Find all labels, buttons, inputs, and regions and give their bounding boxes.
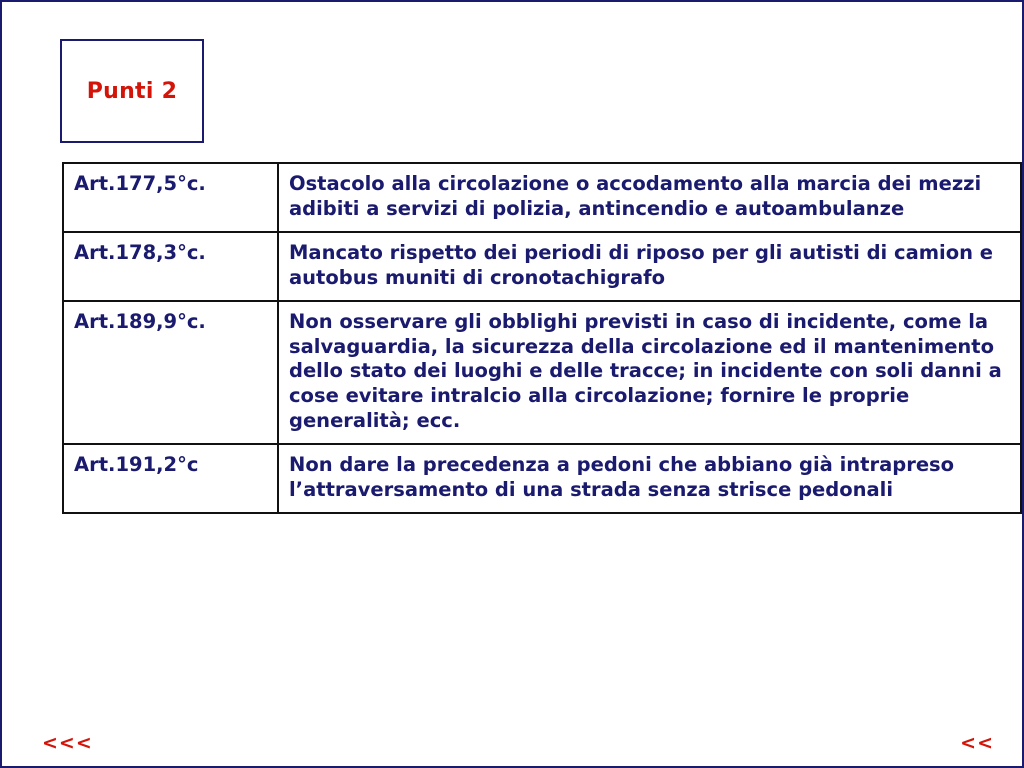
previous-slide-button[interactable]: <<< xyxy=(42,732,93,754)
description-cell: Non dare la precedenza a pedoni che abbiano già intrapreso l’attraversamento di una strada senza strisce pedonali xyxy=(278,444,1021,513)
article-cell: Art.178,3°c. xyxy=(63,232,278,301)
page-title: Punti 2 xyxy=(86,78,178,104)
table-row xyxy=(63,232,1021,301)
description-cell: Non osservare gli obblighi previsti in caso di incidente, come la salvaguardia, la sicurezza della circolazione ed il mantenimento dello stato dei luoghi e delle tracce; in incidente con soli danni a cose evitare intralcio alla circolazione; fornire le proprie generalità; ecc. xyxy=(278,301,1021,444)
article-cell: Art.191,2°c xyxy=(63,444,278,513)
description-cell: Ostacolo alla circolazione o accodamento alla marcia dei mezzi adibiti a servizi di polizia, antincendio e autoambulanze xyxy=(278,163,1021,232)
table-row xyxy=(63,444,1021,513)
article-cell: Art.177,5°c. xyxy=(63,163,278,232)
description-cell: Mancato rispetto dei periodi di riposo per gli autisti di camion e autobus muniti di cronotachigrafo xyxy=(278,232,1021,301)
title-box xyxy=(60,39,204,143)
article-cell: Art.189,9°c. xyxy=(63,301,278,444)
next-slide-button[interactable]: << xyxy=(960,732,994,754)
table-row xyxy=(63,301,1021,444)
table-row xyxy=(63,163,1021,232)
violations-table xyxy=(62,162,1022,514)
